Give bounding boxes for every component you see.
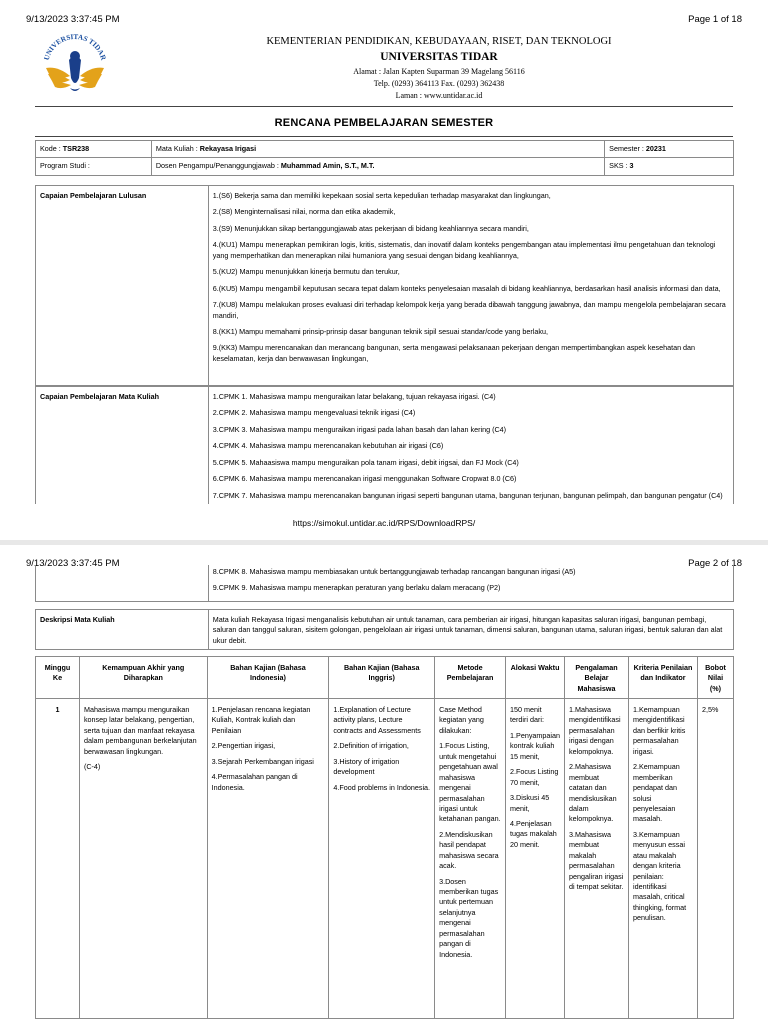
cpl-item: 9.(KK3) Mampu merencanakan dan merancang bangunan, serta mengawasi pelaksanaan pekerjaan dengan mempertimbangkan aspek kesehatan dan keselamatan, kerja dan berwawasan lingkungan, bbox=[212, 343, 696, 363]
cpl-item: 1.(S6) Bekerja sama dan memiliki kepekaan sosial serta kepedulian terhadap masyarakat dan lingkungan, bbox=[212, 191, 551, 200]
page-number: Page 2 of 18 bbox=[688, 558, 742, 569]
column-header: Kriteria Penilaian dan Indikator bbox=[629, 657, 698, 699]
cpmk-list bbox=[208, 387, 733, 505]
column-header: Alokasi Waktu bbox=[506, 657, 565, 699]
cpmk-item: 9.CPMK 9. Mahasiswa mampu menerapkan peraturan yang berlaku dalam meracang (P2) bbox=[212, 583, 501, 593]
dosen-cell: Dosen Pengampu/Penanggungjawab : Muhammad Amin, S.T., M.T. bbox=[151, 158, 604, 175]
alokasi-cell: 150 menit terdiri dari: 1.Penyampaian kontrak kuliah 15 menit, 2.Focus Listing 70 menit, 3.Diskusi 45 menit, 4.Penjelasan tugas makalah 20 menit. bbox=[506, 699, 565, 1019]
university-phone: Telp. (0293) 364113 Fax. (0293) 362438 bbox=[373, 79, 505, 88]
table-header-row bbox=[36, 657, 734, 699]
bobot-cell: 2,5% bbox=[697, 699, 733, 1019]
column-header: Minggu Ke bbox=[36, 657, 80, 699]
cpmk-item: 5.CPMK 5. Mahaasiswa mampu menguraikan pola tanam irigasi, debit irigsai, dan FJ Mock (C4) bbox=[212, 457, 519, 467]
cpl-item: 3.(S9) Menunjukkan sikap bertanggungjawab atas pekerjaan di bidang keahliannya secara mandiri, bbox=[212, 223, 529, 233]
svg-text:UNIVERSITAS TIDAR: UNIVERSITAS TIDAR bbox=[42, 32, 108, 62]
table-row bbox=[36, 699, 734, 1019]
cpmk-item: 3.CPMK 3. Mahasiswa mampu menguraikan irigasi pada lahan basah dan lahan kering (C4) bbox=[212, 424, 507, 434]
deskripsi-label: Deskripsi Mata Kuliah bbox=[36, 610, 209, 650]
bahan-kajian-id-cell: 1.Penjelasan rencana kegiatan Kuliah, Kontrak kuliah dan Penilaian 2.Pengertian irigasi, 3.Sejarah Perkembangan irigasi 4.Permasalahan pangan di Indonesia. bbox=[207, 699, 329, 1019]
minggu-cell: 1 bbox=[36, 699, 80, 1019]
pengalaman-cell: 1.Mahasiswa mengidentifikasi permasalahan irigasi dengan kelompoknya. 2.Mahasiswa membuat catatan dan mendiskusikan dalam kelompoknya. 3.Mahasiswa membuat makalah permasalahan pengaliran irigasi di tempat sekitar. bbox=[565, 699, 629, 1019]
university-logo bbox=[40, 30, 110, 100]
weekly-plan-table bbox=[35, 656, 734, 1019]
column-header: Kemampuan Akhir yang Diharapkan bbox=[79, 657, 207, 699]
deskripsi-text: Mata kuliah Rekayasa Irigasi menganalisis kebutuhan air untuk tanaman, cara pemberian air irigasi, hitungan kapasitas saluran irigasi, bangunan pembagi, saluran dan tanggul saluran, sisitem golongan, pengelolaan air irigasi untuk tanaman, dimensi saluran, bangunan utama, saluran irigasi, bentuk saluran dan alat ukur debit. bbox=[208, 610, 733, 650]
title-divider bbox=[35, 136, 733, 137]
cpmk-item: 6.CPMK 6. Mahasiswa mampu merencanakan irigasi menggunakan Software Cropwat 8.0 (C6) bbox=[212, 474, 517, 484]
cpmk-item: 1.CPMK 1. Mahasiswa mampu menguraikan latar belakang, tujuan rekayasa irigasi. (C4) bbox=[212, 392, 496, 401]
university-website: Laman : www.untidar.ac.id bbox=[395, 91, 483, 100]
mata-kuliah-cell: Mata Kuliah : Rekayasa Irigasi bbox=[151, 141, 604, 158]
source-url[interactable]: https://simokul.untidar.ac.id/RPS/DownloadRPS/ bbox=[292, 518, 476, 528]
course-info-table bbox=[35, 140, 734, 176]
university-name: UNIVERSITAS TIDAR bbox=[380, 51, 498, 63]
print-timestamp: 9/13/2023 3:37:45 PM bbox=[26, 14, 120, 25]
document-title: RENCANA PEMBELAJARAN SEMESTER bbox=[274, 117, 494, 129]
cpmk-label: Capaian Pembelajaran Mata Kuliah bbox=[36, 387, 209, 505]
page-2 bbox=[0, 545, 768, 1024]
cpmk-item: 4.CPMK 4. Mahasiswa mampu merencanakan kebutuhan air irigasi (C6) bbox=[212, 441, 444, 451]
kode-cell: Kode : TSR238 bbox=[36, 141, 152, 158]
kriteria-cell: 1.Kemampuan mengidentifikasi dan berfikir kritis permasalahan irigasi. 2.Kemampuan memberikan pendapat dan solusi penyelesaian masalah. 3.Kemampuan menyusun essai atau makalah dengan kriteria penilaian: identifikasi masalah, critical thingking, format penulisan. bbox=[629, 699, 698, 1019]
cpl-item: 4.(KU1) Mampu menerapkan pemikiran logis, kritis, sistematis, dan inovatif dalam konteks pengembangan atau implementasi ilmu pengetahuan dan teknologi yang memperhatikan dan menerapkan nilai humaniora yang sesuai dengan bidang keahliannya, bbox=[212, 240, 716, 260]
column-header: Bobot Nilai (%) bbox=[697, 657, 733, 699]
column-header: Bahan Kajian (Bahasa Indonesia) bbox=[207, 657, 329, 699]
page-number: Page 1 of 18 bbox=[688, 14, 742, 25]
metode-cell: Case Method kegiatan yang dilakukan: 1.Focus Listing, untuk mengetahui pengetahuan awal mahasiswa mengenai permasalahan irigasi untuk ketahanan pangan. 2.Mendiskusikan hasil pendapat mahasiswa secara acak. 3.Dosen memberikan tugas untuk pertemuan selanjutnya mengenai permasalahan pangan di Indonesia. bbox=[435, 699, 506, 1019]
cpl-item: 7.(KU8) Mampu melakukan proses evaluasi diri terhadap kelompok kerja yang berada dibawah tanggung jawabnya, dan mampu mengelola pembelajaran secara mandiri, bbox=[212, 300, 726, 320]
kemampuan-cell: Mahasiswa mampu menguraikan konsep latar belakang, pengertian, serta tujuan dan manfaat rekayasa dalam pembangunan berkelanjutan berwawasan lingkungan. (C-4) bbox=[79, 699, 207, 1019]
cpl-item: 6.(KU5) Mampu mengambil keputusan secara tepat dalam konteks penyelesaian masalah di bidang keahliannya, berdasarkan hasil analisis informasi dan data, bbox=[212, 283, 721, 293]
column-header: Pengalaman Belajar Mahasiswa bbox=[565, 657, 629, 699]
deskripsi-table bbox=[35, 609, 734, 650]
cpl-table bbox=[35, 185, 734, 386]
cpmk-table bbox=[35, 386, 734, 504]
cpmk-item: 2.CPMK 2. Mahasiswa mampu mengevaluasi teknik irigasi (C4) bbox=[212, 408, 416, 418]
sks-cell: SKS : 3 bbox=[605, 158, 734, 175]
cpmk-item: 7.CPMK 7. Mahasiswa mampu merencanakan bangunan irigasi seperti bangunan utama, bangunan terjunan, bangunan pelimpah, dan bangunan pengatur (C4) bbox=[212, 490, 723, 500]
cpmk-item: 8.CPMK 8. Mahasiswa mampu membiasakan untuk bertanggungjawab terhadap rancangan bangunan irigasi (A5) bbox=[212, 567, 576, 576]
print-timestamp: 9/13/2023 3:37:45 PM bbox=[26, 558, 120, 569]
cpl-item: 8.(KK1) Mampu memahami prinsip-prinsip dasar bangunan teknik sipil sesuai standar/code yang berlaku, bbox=[212, 326, 548, 336]
cpl-item: 2.(S8) Menginternalisasi nilai, norma dan etika akademik, bbox=[212, 207, 396, 217]
bahan-kajian-en-cell: 1.Explanation of Lecture activity plans, Lecture contracts and Assessments 2.Definition of irrigation, 3.History of irrigation development 4.Food problems in Indonesia. bbox=[329, 699, 435, 1019]
university-address: Alamat : Jalan Kapten Suparman 39 Magelang 56116 bbox=[353, 67, 525, 76]
column-header: Metode Pembelajaran bbox=[435, 657, 506, 699]
cpmk-continued-table bbox=[35, 565, 734, 602]
program-studi-cell: Program Studi : bbox=[36, 158, 152, 175]
cpl-list bbox=[208, 186, 733, 386]
cpl-label: Capaian Pembelajaran Lulusan bbox=[36, 186, 209, 386]
cpl-item: 5.(KU2) Mampu menunjukkan kinerja bermutu dan terukur, bbox=[212, 267, 400, 277]
ministry-name: KEMENTERIAN PENDIDIKAN, KEBUDAYAAN, RISET, DAN TEKNOLOGI bbox=[266, 36, 612, 47]
semester-cell: Semester : 20231 bbox=[605, 141, 734, 158]
column-header: Bahan Kajian (Bahasa Inggris) bbox=[329, 657, 435, 699]
header-divider bbox=[35, 106, 733, 107]
cpmk-list-continued bbox=[208, 565, 733, 601]
